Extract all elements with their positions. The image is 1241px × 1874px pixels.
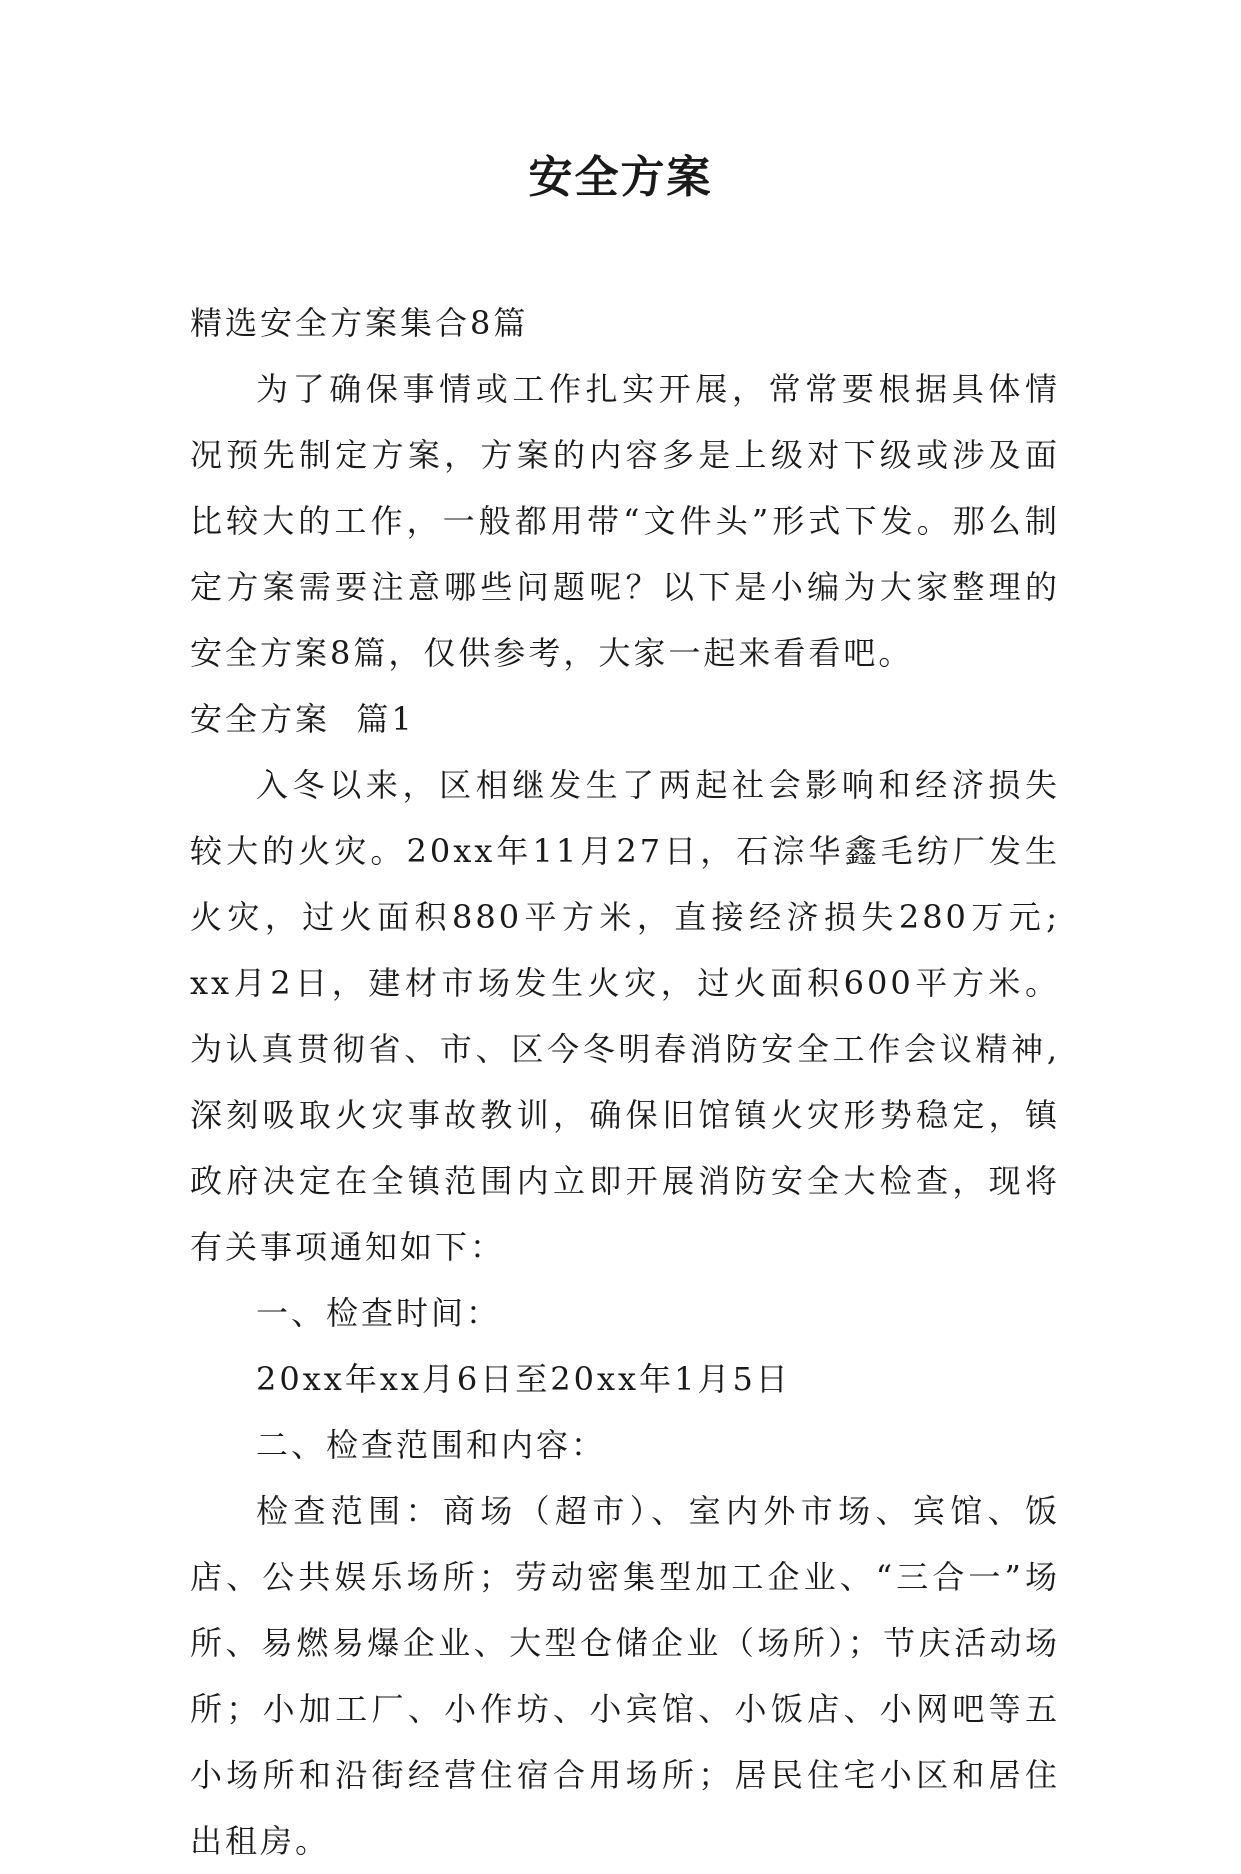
section-heading: 安全方案 篇1: [190, 700, 415, 738]
document-title: 安全方案: [528, 152, 713, 203]
item2-heading: 二、检查范围和内容：: [256, 1426, 607, 1464]
item1-heading: 一、检查时间：: [256, 1294, 502, 1332]
item1-content: 20xx年xx月6日至20xx年1月5日: [256, 1360, 791, 1398]
intro-paragraph: 为了确保事情或工作扎实开展，常常要根据具体情况预先制定方案，方案的内容多是上级对下级或涉及面比较大的工作，一般都用带“文件头”形式下发。那么制定方案需要注意哪些问题呢？以下是小编为大家整理的安全方案8篇，仅供参考，大家一起来看看吧。: [190, 370, 1060, 672]
document-body: [190, 290, 1060, 1874]
item2-content: 检查范围：商场（超市）、室内外市场、宾馆、饭店、公共娱乐场所；劳动密集型加工企业、“三合一”场所、易燃易爆企业、大型仓储企业（场所）；节庆活动场所；小加工厂、小作坊、小宾馆、小饭店、小网吧等五小场所和沿街经营住宿合用场所；居民住宅小区和居住出租房。: [190, 1492, 1060, 1860]
document-subtitle: 精选安全方案集合8篇: [190, 304, 529, 342]
section-paragraph: 入冬以来，区相继发生了两起社会影响和经济损失较大的火灾。20xx年11月27日，石淙华鑫毛纺厂发生火灾，过火面积880平方米，直接经济损失280万元; xx月2日，建材市场发生火灾，过火面积600平方米。为认真贯彻省、市、区今冬明春消防安全工作会议精神,深刻吸取火灾事故教训，确保旧馆镇火灾形势稳定，镇政府决定在全镇范围内立即开展消防安全大检查，现将有关事项通知如下：: [190, 766, 1060, 1266]
